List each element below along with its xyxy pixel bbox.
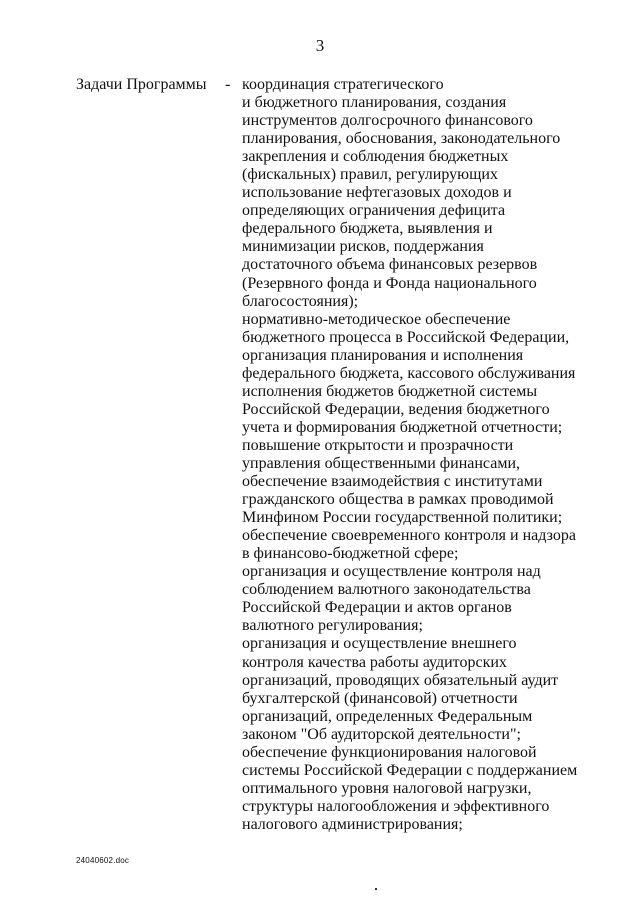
tasks-text [242, 76, 582, 834]
text-line: обеспечение взаимодействия с институтами [242, 473, 543, 491]
text-line: валютного регулирования; [242, 617, 423, 635]
text-line: структуры налогообложения и эффективного [242, 797, 550, 815]
page-number: 3 [315, 36, 325, 55]
text-line: оптимального уровня налоговой нагрузки, [242, 779, 532, 797]
text-line: определяющих ограничения дефицита [242, 202, 506, 220]
text-line: координация стратегического [242, 76, 444, 93]
text-line: планирования, обоснования, законодательного [242, 130, 561, 148]
text-line: использование нефтегазовых доходов и [242, 184, 512, 202]
text-line: налогового администрирования; [242, 815, 463, 833]
text-line: Минфином России государственной политики; [242, 509, 563, 527]
text-line: благосостояния); [242, 292, 359, 310]
text-line: управления общественными финансами, [242, 454, 520, 472]
scan-speck [375, 888, 377, 890]
text-line: в финансово-бюджетной сфере; [242, 545, 459, 563]
text-line: организаций, определенных Федеральным [242, 707, 533, 725]
text-line: нормативно-методическое обеспечение [242, 310, 511, 328]
text-line: инструментов долгосрочного финансового [242, 112, 533, 130]
text-line: контроля качества работы аудиторских [242, 653, 507, 671]
list-dash: - [225, 76, 231, 93]
text-line: Российской Федерации и актов органов [242, 599, 512, 617]
text-line: системы Российской Федерации с поддержанием [242, 761, 578, 779]
text-line: организация планирования и исполнения [242, 346, 524, 364]
section-label: Задачи Программы [76, 76, 207, 93]
text-line: (фискальных) правил, регулирующих [242, 166, 498, 184]
text-line: достаточного объема финансовых резервов [242, 256, 538, 274]
text-line: организация и осуществление контроля над [242, 563, 541, 581]
text-line: исполнения бюджетов бюджетной системы [242, 382, 538, 400]
document-id: 24040602.doc [76, 856, 130, 865]
text-line: минимизации рисков, поддержания [242, 238, 484, 256]
text-line: законом "Об аудиторской деятельности"; [242, 725, 521, 743]
text-line: закрепления и соблюдения бюджетных [242, 148, 509, 166]
text-line: соблюдением валютного законодательства [242, 581, 531, 599]
text-line: федерального бюджета, кассового обслуживания [242, 364, 576, 382]
text-line: обеспечение функционирования налоговой [242, 743, 537, 761]
text-line: обеспечение своевременного контроля и надзора [242, 527, 576, 545]
text-line: бюджетного процесса в Российской Федерации, [242, 328, 570, 346]
text-line: и бюджетного планирования, создания [242, 94, 507, 112]
text-line: организаций, проводящих обязательный аудит [242, 671, 559, 689]
text-line: (Резервного фонда и Фонда национального [242, 274, 537, 292]
text-line: Российской Федерации, ведения бюджетного [242, 400, 550, 418]
text-line: бухгалтерской (финансовой) отчетности [242, 689, 518, 707]
text-line: организация и осуществление внешнего [242, 635, 517, 653]
text-line: повышение открытости и прозрачности [242, 436, 514, 454]
text-line: гражданского общества в рамках проводимой [242, 491, 554, 509]
text-line: федерального бюджета, выявления и [242, 220, 493, 238]
text-line: учета и формирования бюджетной отчетности; [242, 418, 563, 436]
